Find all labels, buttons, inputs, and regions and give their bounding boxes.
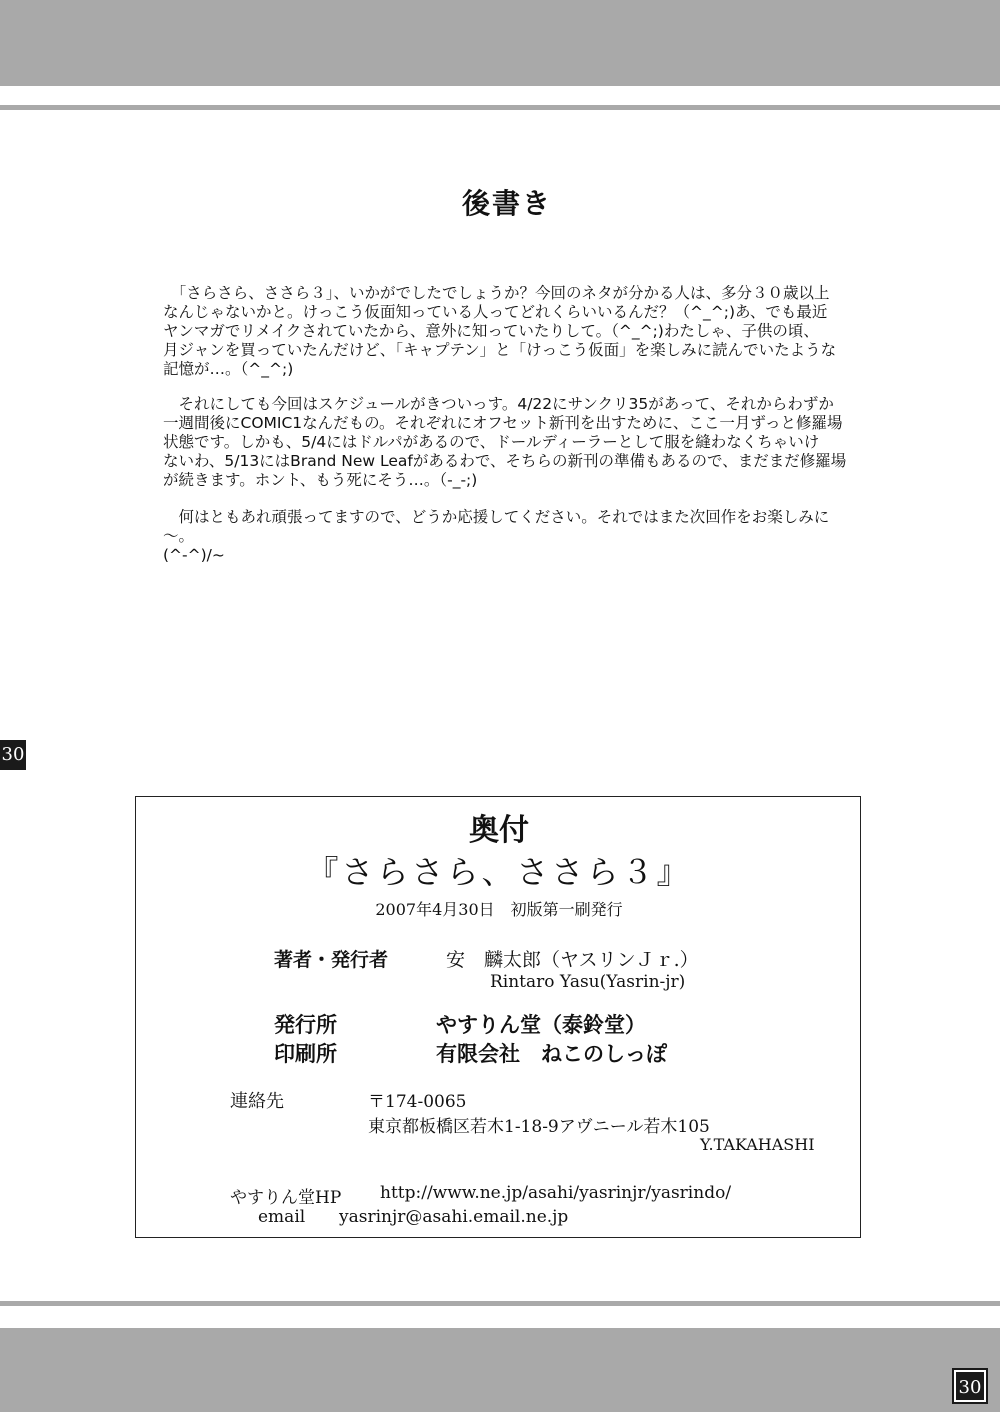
publisher-value: やすりん堂（泰鈴堂） — [436, 1013, 646, 1037]
page-number-tab-right: 30 — [954, 1370, 986, 1402]
email-label: email — [258, 1207, 306, 1227]
email-value: yasrinjr@asahi.email.ne.jp — [339, 1207, 569, 1227]
address: 東京都板橋区若木1-18-9アヴニール若木105 — [368, 1117, 710, 1137]
postal-code: 〒174-0065 — [368, 1092, 467, 1112]
afterword-paragraph-2: それにしても今回はスケジュールがきついっす。4/22にサンクリ35があって、それからわずか 一週間後にCOMIC1なんだもの。それぞれにオフセット新刊を出すために、ここ一月ずっと修羅場 状態です。しかも、5/4にはドルパがあるので、ドールディーラーとして服を縫わなくちゃいけ ないわ、5/13にはBrand New Leafがあるわで、そちらの新刊の準備もあるので、まだまだ修羅場 が続きます。ホント、もう死にそう…。（-_-;) — [163, 395, 847, 489]
author-roman: Rintaro Yasu(Yasrin-jr) — [490, 972, 686, 992]
hp-label: やすりん堂HP — [230, 1188, 342, 1208]
page-number-tab-left: 30 — [0, 740, 26, 770]
contact-label: 連絡先 — [230, 1091, 284, 1112]
printer-label: 印刷所 — [274, 1042, 337, 1066]
afterword-title: 後書き — [461, 187, 552, 220]
colophon-box — [135, 796, 861, 1238]
author-label: 著者・発行者 — [274, 949, 389, 971]
afterword-paragraph-1: 「さらさら、ささら３」、いかがでしたでしょうか？今回のネタが分かる人は、多分３０歳以上 なんじゃないかと。けっこう仮面知っている人ってどれくらいいるんだ？（^_^;)あ、でも最近 ヤンマガでリメイクされていたから、意外に知っていたりして。（^_^;)わたしゃ、子供の頃、 月ジャンを買っていたんだけど、「キャプテン」と「けっこう仮面」を楽しみに読んでいたような 記憶が…。（^_^;) — [163, 284, 837, 378]
top-gray-band — [0, 0, 1000, 86]
afterword-paragraph-3: 何はともあれ頑張ってますので、どうか応援してください。それではまた次回作をお楽しみに～。 (^-^)/~ — [163, 508, 830, 564]
publication-date: 2007年4月30日 初版第一刷発行 — [375, 900, 623, 919]
top-rule — [0, 105, 1000, 110]
hp-url: http://www.ne.jp/asahi/yasrinjr/yasrindo/ — [380, 1183, 732, 1203]
bottom-gray-band — [0, 1328, 1000, 1412]
printer-value: 有限会社 ねこのしっぽ — [436, 1042, 667, 1066]
book-title: 『さらさら、ささら３』 — [306, 853, 692, 891]
bottom-rule — [0, 1301, 1000, 1306]
author-value: 安 麟太郎（ヤスリンＪｒ.） — [446, 949, 699, 971]
publisher-label: 発行所 — [274, 1013, 337, 1037]
colophon-heading: 奥付 — [469, 813, 529, 848]
contact-name: Y.TAKAHASHI — [700, 1135, 815, 1154]
